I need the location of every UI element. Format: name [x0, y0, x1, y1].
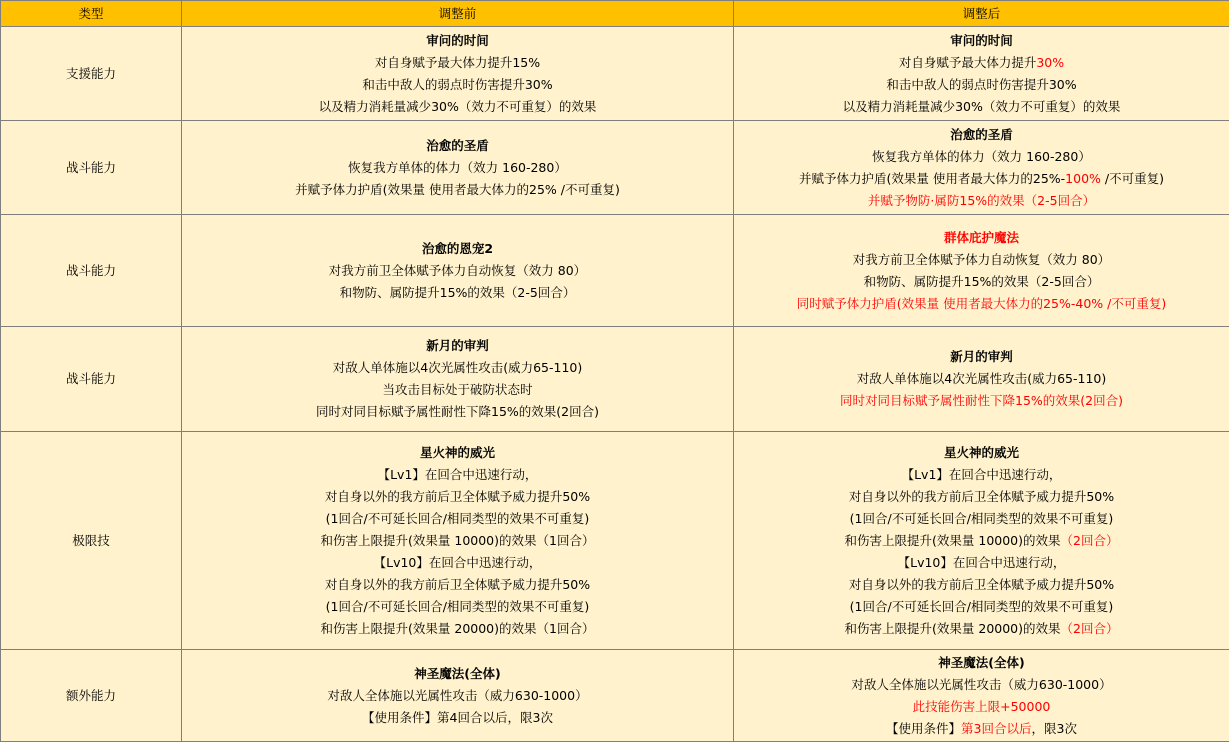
- skill-name: [182, 30, 733, 52]
- effect-line: [734, 74, 1229, 96]
- changed-text: 100%: [1065, 170, 1101, 186]
- text-segment: 对敌人单体施以4次光属性攻击(威力65-110): [856, 371, 1107, 386]
- table-row: [1, 650, 1229, 742]
- text-segment: 恢复我方单体的体力（效力 160-280）: [872, 148, 1091, 164]
- text-segment: 对自身以外的我方前后卫全体赋予威力提升50%: [324, 576, 591, 592]
- text-segment: 【Lv1】在回合中迅速行动，: [377, 466, 538, 482]
- text-segment: 治愈的圣盾: [426, 137, 489, 153]
- text-segment: 星火神的威光: [943, 444, 1019, 460]
- text-segment: 恢复我方单体的体力（效力 160-280）: [348, 159, 567, 175]
- text-segment: (1回合/不可延长回合/相同类型的效果不可重复): [325, 598, 590, 614]
- text-segment: 神圣魔法(全体): [414, 665, 501, 681]
- effect-line: [734, 249, 1229, 271]
- header-after: 调整后: [734, 1, 1229, 27]
- effect-line: [182, 282, 733, 304]
- effect-line: [734, 530, 1229, 552]
- text-segment: 【使用条件】第4回合以后，限3次: [362, 709, 553, 725]
- changed-text: 并赋予物防·属防15%的效果（2-5回合）: [867, 192, 1096, 208]
- skill-name: [182, 135, 733, 157]
- header-type: 类型: [1, 1, 182, 27]
- changed-text: 同时对同目标赋予属性耐性下降15%的效果(2回合): [840, 393, 1123, 408]
- text-segment: 【Lv10】在回合中迅速行动，: [897, 554, 1066, 570]
- changed-text: 30%: [1036, 54, 1065, 70]
- text-segment: 和伤害上限提升(效果量 10000)的效果（1回合）: [320, 532, 595, 548]
- effect-line: [734, 674, 1229, 696]
- text-segment: 对我方前卫全体赋予体力自动恢复（效力 80）: [328, 262, 587, 278]
- effect-line: [182, 508, 733, 530]
- text-segment: 对敌人单体施以4次光属性攻击(威力65-110): [332, 360, 583, 375]
- after-cell: [734, 327, 1229, 432]
- effect-line: [182, 552, 733, 574]
- changed-text: 同时赋予体力护盾(效果量 使用者最大体力的25%-40% /不可重复): [796, 295, 1167, 311]
- skill-name: [734, 652, 1229, 674]
- text-segment: 和伤害上限提升(效果量 10000)的效果: [844, 532, 1061, 548]
- skill-name: [182, 442, 733, 464]
- after-cell: [734, 432, 1229, 650]
- effect-line: [182, 530, 733, 552]
- effect-line: [734, 168, 1229, 190]
- before-cell: [182, 121, 734, 215]
- effect-line: [734, 96, 1229, 118]
- table-row: [1, 327, 1229, 432]
- effect-line: [182, 96, 733, 118]
- after-cell: [734, 27, 1229, 121]
- type-cell: 战斗能力: [1, 215, 182, 327]
- text-segment: 对自身赋予最大体力提升15%: [374, 54, 541, 70]
- text-segment: 对我方前卫全体赋予体力自动恢复（效力 80）: [852, 251, 1111, 267]
- effect-line: [182, 357, 733, 379]
- text-segment: 以及精力消耗量减少30%（效力不可重复）的效果: [318, 98, 597, 114]
- text-segment: 和伤害上限提升(效果量 20000)的效果（1回合）: [320, 620, 595, 636]
- text-segment: 对自身以外的我方前后卫全体赋予威力提升50%: [848, 488, 1115, 504]
- effect-line: [182, 486, 733, 508]
- text-segment: 当攻击目标处于破防状态时: [382, 382, 533, 397]
- table-row: [1, 121, 1229, 215]
- changed-text: 此技能伤害上限+50000: [912, 698, 1051, 714]
- table-row: [1, 432, 1229, 650]
- skill-name: [734, 30, 1229, 52]
- effect-line: [182, 574, 733, 596]
- text-segment: 并赋予体力护盾(效果量 使用者最大体力的25%-: [799, 170, 1066, 186]
- effect-line: [734, 293, 1229, 315]
- changed-text: （2回合）: [1060, 620, 1119, 636]
- text-segment: 审问的时间: [950, 32, 1013, 48]
- before-cell: [182, 650, 734, 742]
- effect-line: [734, 271, 1229, 293]
- type-cell: 极限技: [1, 432, 182, 650]
- skill-name: [734, 442, 1229, 464]
- text-segment: 【Lv1】在回合中迅速行动，: [901, 466, 1062, 482]
- effect-line: [734, 368, 1229, 390]
- text-segment: (1回合/不可延长回合/相同类型的效果不可重复): [849, 598, 1114, 614]
- effect-line: [182, 401, 733, 423]
- text-segment: 新月的审判: [426, 338, 489, 353]
- text-segment: 神圣魔法(全体): [938, 654, 1025, 670]
- type-cell: 战斗能力: [1, 327, 182, 432]
- effect-line: [734, 508, 1229, 530]
- text-segment: (1回合/不可延长回合/相同类型的效果不可重复): [325, 510, 590, 526]
- effect-line: [734, 464, 1229, 486]
- effect-line: [182, 685, 733, 707]
- text-segment: 新月的审判: [950, 349, 1013, 364]
- changed-text: 群体庇护魔法: [943, 229, 1019, 245]
- effect-line: [182, 260, 733, 282]
- text-segment: 和物防、属防提升15%的效果（2-5回合）: [863, 273, 1100, 289]
- effect-line: [182, 52, 733, 74]
- effect-line: [734, 574, 1229, 596]
- text-segment: /不可重复): [1100, 170, 1164, 186]
- effect-line: [734, 718, 1229, 740]
- after-cell: [734, 121, 1229, 215]
- text-segment: 和击中敌人的弱点时伤害提升30%: [886, 76, 1077, 92]
- table-row: [1, 27, 1229, 121]
- table-row: [1, 215, 1229, 327]
- changed-text: （2回合）: [1060, 532, 1119, 548]
- skill-name: [182, 663, 733, 685]
- text-segment: (1回合/不可延长回合/相同类型的效果不可重复): [849, 510, 1114, 526]
- effect-line: [182, 596, 733, 618]
- header-row: [1, 1, 1229, 27]
- effect-line: [182, 179, 733, 201]
- text-segment: 审问的时间: [426, 32, 489, 48]
- changed-text: 第3回合以后: [961, 720, 1032, 736]
- text-segment: 和击中敌人的弱点时伤害提升30%: [362, 76, 553, 92]
- skill-name: [734, 346, 1229, 368]
- text-segment: 以及精力消耗量减少30%（效力不可重复）的效果: [842, 98, 1121, 114]
- after-cell: [734, 215, 1229, 327]
- text-segment: 【使用条件】: [886, 720, 962, 736]
- effect-line: [182, 379, 733, 401]
- skill-name: [734, 124, 1229, 146]
- effect-line: [182, 157, 733, 179]
- text-segment: 对敌人全体施以光属性攻击（威力630-1000）: [327, 687, 588, 703]
- effect-line: [734, 390, 1229, 412]
- skill-name: [734, 227, 1229, 249]
- text-segment: 对自身以外的我方前后卫全体赋予威力提升50%: [324, 488, 591, 504]
- effect-line: [734, 486, 1229, 508]
- effect-line: [734, 190, 1229, 212]
- before-cell: [182, 432, 734, 650]
- text-segment: 对自身以外的我方前后卫全体赋予威力提升50%: [848, 576, 1115, 592]
- before-cell: [182, 27, 734, 121]
- text-segment: 对自身赋予最大体力提升: [898, 54, 1037, 70]
- type-cell: 支援能力: [1, 27, 182, 121]
- effect-line: [734, 52, 1229, 74]
- text-segment: 治愈的恩宠2: [421, 240, 494, 256]
- text-segment: 和物防、属防提升15%的效果（2-5回合）: [339, 284, 576, 300]
- effect-line: [734, 618, 1229, 640]
- effect-line: [734, 146, 1229, 168]
- text-segment: 星火神的威光: [419, 444, 495, 460]
- text-segment: 【Lv10】在回合中迅速行动，: [373, 554, 542, 570]
- text-segment: 并赋予体力护盾(效果量 使用者最大体力的25% /不可重复): [295, 181, 620, 197]
- skill-name: [182, 335, 733, 357]
- type-cell: 额外能力: [1, 650, 182, 742]
- effect-line: [734, 596, 1229, 618]
- effect-line: [182, 618, 733, 640]
- type-cell: 战斗能力: [1, 121, 182, 215]
- text-segment: 对敌人全体施以光属性攻击（威力630-1000）: [851, 676, 1112, 692]
- effect-line: [734, 696, 1229, 718]
- effect-line: [182, 707, 733, 729]
- text-segment: 治愈的圣盾: [950, 126, 1013, 142]
- header-before: 调整前: [182, 1, 734, 27]
- effect-line: [182, 74, 733, 96]
- effect-line: [734, 552, 1229, 574]
- before-cell: [182, 215, 734, 327]
- text-segment: 同时对同目标赋予属性耐性下降15%的效果(2回合): [316, 404, 599, 419]
- text-segment: ，限3次: [1031, 720, 1077, 736]
- text-segment: 和伤害上限提升(效果量 20000)的效果: [844, 620, 1061, 636]
- effect-line: [182, 464, 733, 486]
- after-cell: [734, 650, 1229, 742]
- before-cell: [182, 327, 734, 432]
- skill-name: [182, 238, 733, 260]
